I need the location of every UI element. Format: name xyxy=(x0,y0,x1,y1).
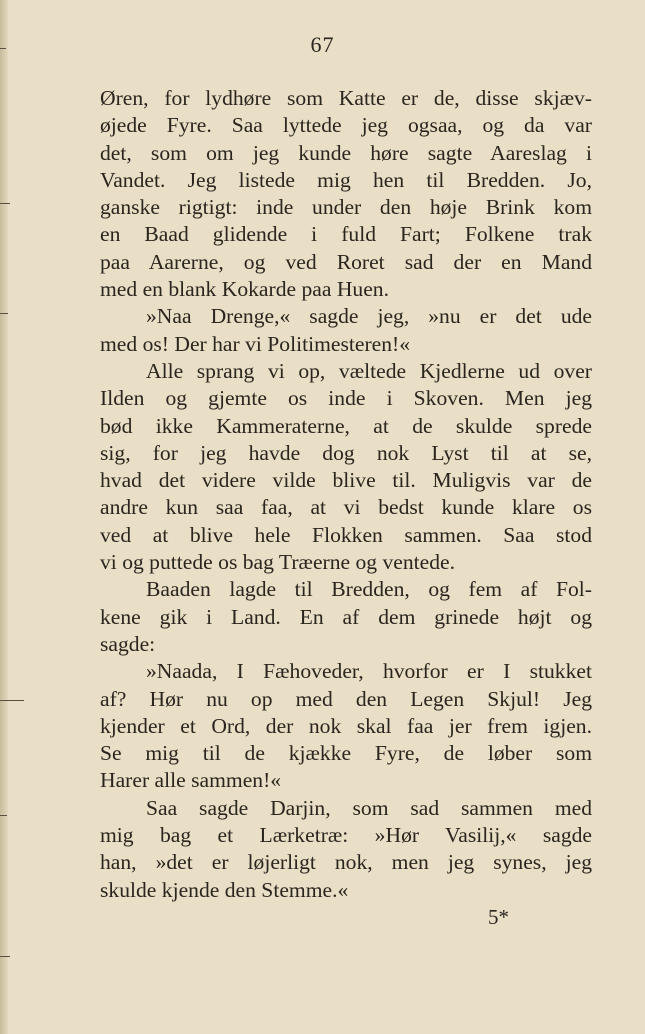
text-line: af? Hør nu op med den Legen Skjul! Jeg xyxy=(100,686,592,711)
text-line: han, »det er løjerligt nok, men jeg synes, jeg xyxy=(100,850,592,875)
text-line: kene gik i Land. En af dem grinede højt og xyxy=(100,604,592,629)
text-line: andre kun saa faa, at vi bedst kunde klare os xyxy=(100,495,592,520)
text-line: »Naa Drenge,« sagde jeg, »nu er det ude xyxy=(146,304,592,329)
text-line: med os! Der har vi Politimesteren!« xyxy=(100,331,411,356)
edge-mark xyxy=(0,203,10,204)
edge-mark xyxy=(0,956,10,957)
signature-mark: 5* xyxy=(488,905,509,929)
text-line: skulde kjende den Stemme.« xyxy=(100,877,349,902)
page-number: 67 xyxy=(310,32,335,57)
text-line: hvad det videre vilde blive til. Muligvis var de xyxy=(100,468,592,493)
text-line: Baaden lagde til Bredden, og fem af Fol- xyxy=(146,577,592,602)
text-line: paa Aarerne, og ved Roret sad der en Mand xyxy=(100,249,592,274)
text-line: Vandet. Jeg listede mig hen til Bredden. Jo, xyxy=(100,167,592,192)
text-line: bød ikke Kammeraterne, at de skulde sprede xyxy=(100,413,592,438)
text-line: Saa sagde Darjin, som sad sammen med xyxy=(146,795,592,820)
text-line: Se mig til de kjække Fyre, de løber som xyxy=(100,741,592,766)
text-line: ganske rigtigt: inde under den høje Brink kom xyxy=(100,195,592,220)
text-line: Øren, for lydhøre som Katte er de, disse skjæv- xyxy=(100,86,592,110)
text-line: kjender et Ord, der nok skal faa jer frem igjen. xyxy=(100,713,592,738)
page-binding-edge xyxy=(0,0,8,1034)
text-line: sig, for jeg havde dog nok Lyst til at se, xyxy=(100,440,592,465)
text-line: Ilden og gjemte os inde i Skoven. Men jeg xyxy=(100,386,592,411)
edge-mark xyxy=(0,313,8,314)
text-line: øjede Fyre. Saa lyttede jeg ogsaa, og da var xyxy=(100,113,592,138)
text-line: Alle sprang vi op, væltede Kjedlerne ud over xyxy=(146,358,592,383)
edge-mark xyxy=(0,700,24,701)
body-text xyxy=(100,85,592,904)
text-line: Harer alle sammen!« xyxy=(100,768,282,793)
text-line: mig bag et Lærketræ: »Hør Vasilij,« sagde xyxy=(100,823,592,848)
text-line: ved at blive hele Flokken sammen. Saa stod xyxy=(100,522,592,547)
text-line: »Naada, I Fæhoveder, hvorfor er I stukket xyxy=(146,659,592,684)
text-line: med en blank Kokarde paa Huen. xyxy=(100,277,390,302)
text-line: en Baad glidende i fuld Fart; Folkene trak xyxy=(100,222,592,247)
text-line: vi og puttede os bag Træerne og ventede. xyxy=(100,550,456,575)
text-line: det, som om jeg kunde høre sagte Aareslag i xyxy=(100,140,592,165)
text-line: sagde: xyxy=(100,631,156,656)
edge-mark xyxy=(0,815,7,816)
